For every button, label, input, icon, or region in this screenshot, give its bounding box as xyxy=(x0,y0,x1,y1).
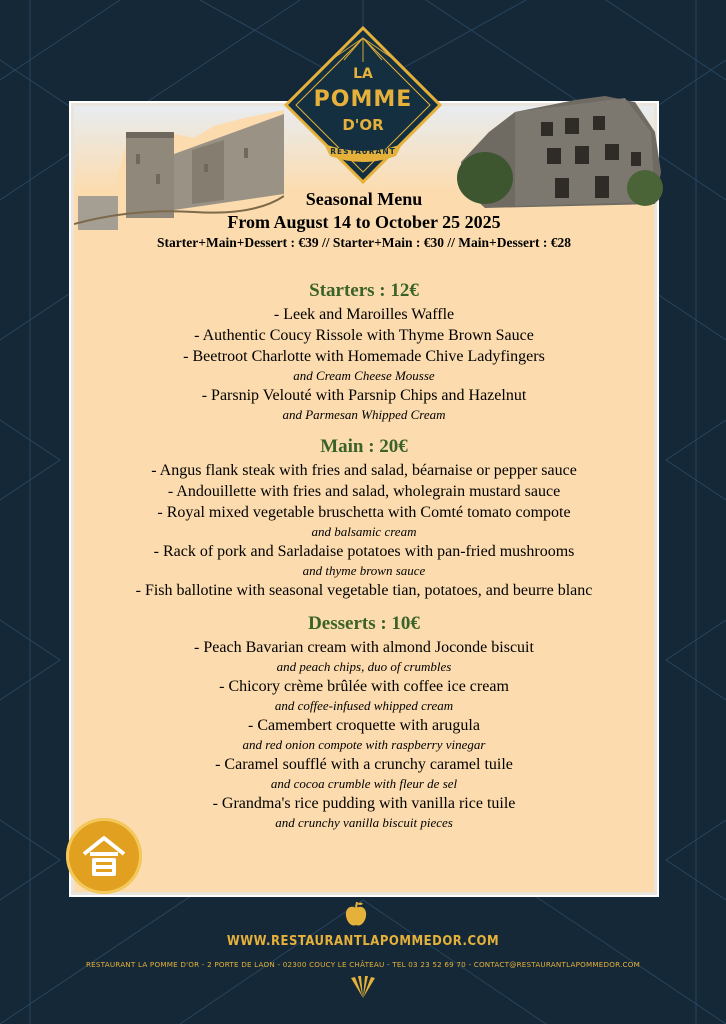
starter-item-detail: and Parmesan Whipped Cream xyxy=(282,407,446,422)
starter-item: - Parsnip Velouté with Parsnip Chips and Hazelnut xyxy=(201,387,527,404)
logo-ribbon: RESTAURANT xyxy=(330,147,396,156)
main-item: - Royal mixed vegetable bruschetta with Comté tomato compote xyxy=(157,504,571,521)
contact-info: RESTAURANT LA POMME D'OR - 2 PORTE DE LAON - 02300 COUCY LE CHÂTEAU - TEL 03 23 52 69 70 - CONTACT@RESTAURANTLAPOMMEDOR.COM xyxy=(85,960,640,969)
dessert-item-detail: and peach chips, duo of crumbles xyxy=(276,659,452,674)
dessert-item: - Chicory crème brûlée with coffee ice cream xyxy=(219,678,509,695)
dessert-item-detail: and coffee-infused whipped cream xyxy=(274,698,454,713)
dessert-item: - Caramel soufflé with a crunchy caramel tuile xyxy=(215,756,513,773)
house-roof-icon xyxy=(66,818,142,894)
dessert-item-detail: and red onion compote with raspberry vinegar xyxy=(242,737,486,752)
apple-icon xyxy=(345,900,367,928)
starter-item: - Leek and Maroilles Waffle xyxy=(273,306,455,323)
logo-line3: D'OR xyxy=(342,116,384,134)
main-item-detail: and thyme brown sauce xyxy=(302,563,426,578)
menu-body xyxy=(74,278,654,832)
menu-header xyxy=(74,188,654,252)
website-link[interactable]: WWW.RESTAURANTLAPOMMEDOR.COM xyxy=(226,934,500,949)
starters-title: Starters : 12€ xyxy=(309,280,419,301)
main-item: - Rack of pork and Sarladaise potatoes with pan-fried mushrooms xyxy=(153,543,575,560)
starter-item-detail: and Cream Cheese Mousse xyxy=(293,368,435,383)
dessert-item: - Peach Bavarian cream with almond Joconde biscuit xyxy=(194,639,534,656)
starter-item: - Authentic Coucy Rissole with Thyme Brown Sauce xyxy=(194,327,534,344)
dessert-item: - Camembert croquette with arugula xyxy=(248,717,480,734)
logo-line1: LA xyxy=(353,66,373,82)
dessert-item: - Grandma's rice pudding with vanilla rice tuile xyxy=(212,795,516,812)
main-item-detail: and balsamic cream xyxy=(311,524,417,539)
logo-line2: POMME xyxy=(313,87,413,112)
restaurant-logo xyxy=(284,26,442,184)
menu-prices: Starter+Main+Dessert : €39 // Starter+Main : €30 // Main+Dessert : €28 xyxy=(157,235,571,250)
main-item: - Angus flank steak with fries and salad, béarnaise or pepper sauce xyxy=(151,462,577,479)
dessert-item-detail: and crunchy vanilla biscuit pieces xyxy=(275,815,453,830)
dessert-item-detail: and cocoa crumble with fleur de sel xyxy=(270,776,458,791)
menu-dates: From August 14 to October 25 2025 xyxy=(227,212,501,232)
starter-item: - Beetroot Charlotte with Homemade Chive Ladyfingers xyxy=(183,348,545,365)
main-title: Main : 20€ xyxy=(320,436,408,457)
main-item: - Fish ballotine with seasonal vegetable tian, potatoes, and beurre blanc xyxy=(135,582,593,599)
desserts-title: Desserts : 10€ xyxy=(308,613,420,634)
house-badge xyxy=(66,818,142,894)
fan-ornament-icon xyxy=(345,976,381,998)
menu-title: Seasonal Menu xyxy=(305,189,423,209)
main-item: - Andouillette with fries and salad, wholegrain mustard sauce xyxy=(167,483,561,500)
